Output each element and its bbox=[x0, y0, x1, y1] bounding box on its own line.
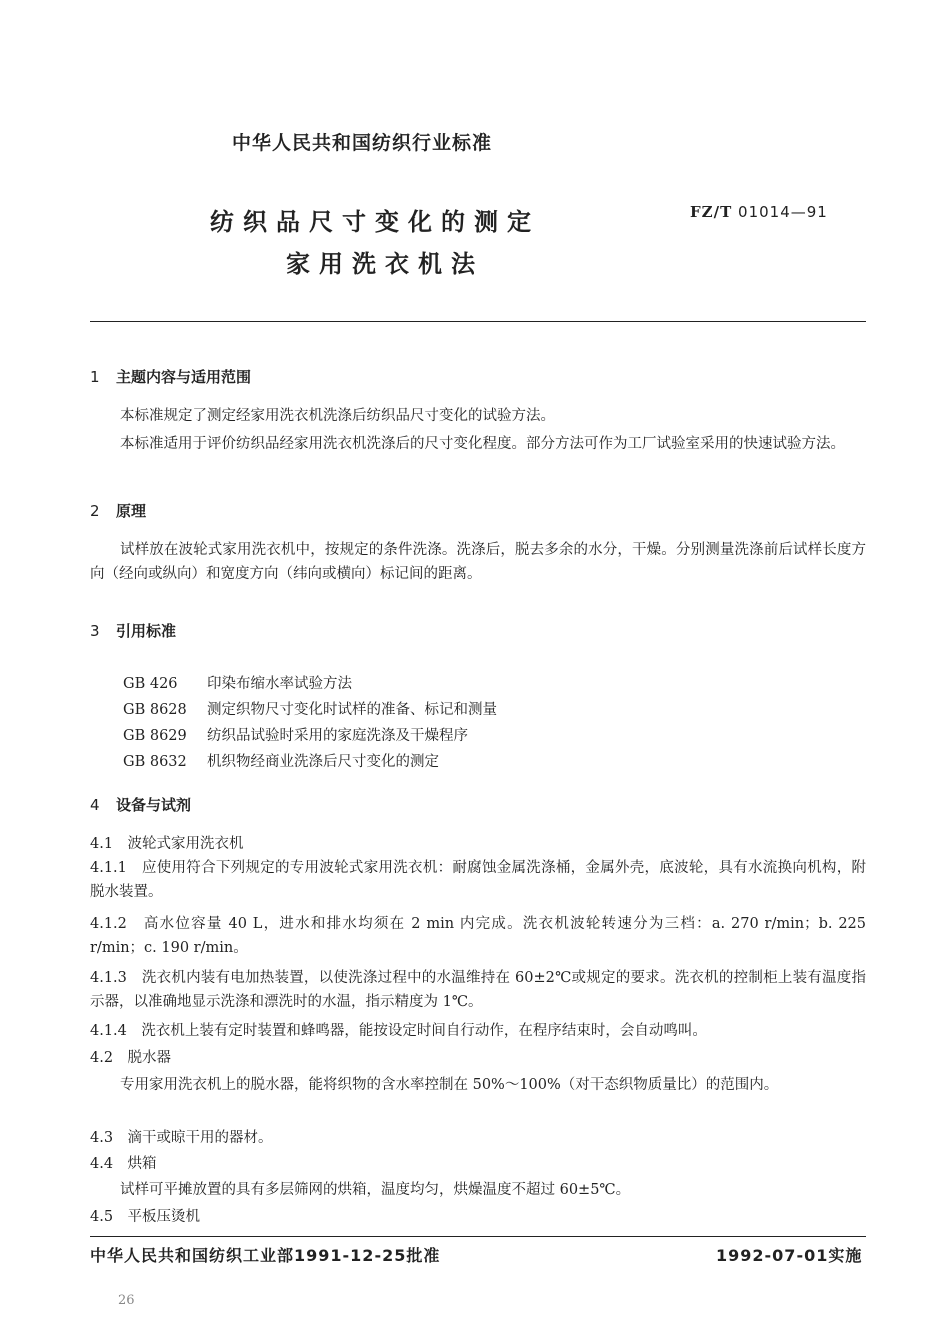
page-number: 26 bbox=[118, 1293, 135, 1308]
publisher-heading: 中华人民共和国纺织行业标准 bbox=[232, 132, 493, 154]
document-title-line2: 家用洗衣机法 bbox=[286, 250, 484, 278]
clause-4-4-paragraph: 试样可平摊放置的具有多层筛网的烘箱，温度均匀，烘燥温度不超过 60±5℃。 bbox=[120, 1182, 631, 1198]
header-divider bbox=[90, 321, 866, 322]
section-2-title: 原理 bbox=[116, 502, 147, 520]
reference-item bbox=[123, 750, 439, 771]
section-2-heading bbox=[90, 500, 146, 521]
reference-title: 机织物经商业洗涤后尺寸变化的测定 bbox=[207, 754, 439, 770]
section-1-number: 1 bbox=[90, 368, 100, 386]
clause-4-3: 4.3 滴干或晾干用的器材。 bbox=[90, 1130, 273, 1146]
clause-4-5: 4.5 平板压烫机 bbox=[90, 1209, 201, 1225]
section-3-number: 3 bbox=[90, 622, 100, 640]
standard-code-number: 01014—91 bbox=[738, 203, 828, 221]
section-3-heading bbox=[90, 620, 176, 641]
reference-code: GB 8632 bbox=[123, 754, 187, 770]
section-1-heading bbox=[90, 366, 251, 387]
reference-item bbox=[123, 672, 352, 693]
section-4-heading bbox=[90, 794, 191, 815]
clause-4-1-2: 4.1.2 高水位容量 40 L，进水和排水均须在 2 min 内完成。洗衣机波轮转速分为三档：a. 270 r/min；b. 225 r/min；c. 190 r/min。 bbox=[90, 916, 866, 956]
section-2-number: 2 bbox=[90, 502, 100, 520]
clause-4-1: 4.1 波轮式家用洗衣机 bbox=[90, 836, 244, 852]
section-1-paragraph-2: 本标准适用于评价纺织品经家用洗衣机洗涤后的尺寸变化程度。部分方法可作为工厂试验室采用的快速试验方法。 bbox=[120, 436, 845, 452]
standard-code bbox=[690, 203, 828, 221]
clause-4-2-paragraph: 专用家用洗衣机上的脱水器，能将织物的含水率控制在 50%～100%（对干态织物质量比）的范围内。 bbox=[120, 1077, 779, 1093]
reference-title: 纺织品试验时采用的家庭洗涤及干燥程序 bbox=[207, 728, 468, 744]
section-1-paragraph-1: 本标准规定了测定经家用洗衣机洗涤后纺织品尺寸变化的试验方法。 bbox=[120, 408, 555, 424]
clause-4-1-4: 4.1.4 洗衣机上装有定时装置和蜂鸣器，能按设定时间自行动作，在程序结束时，会自动鸣叫。 bbox=[90, 1023, 707, 1039]
section-4-title: 设备与试剂 bbox=[116, 796, 192, 814]
clause-4-4: 4.4 烘箱 bbox=[90, 1156, 157, 1172]
footer-divider bbox=[90, 1236, 866, 1237]
clause-4-2: 4.2 脱水器 bbox=[90, 1050, 172, 1066]
clause-4-1-1: 4.1.1 应使用符合下列规定的专用波轮式家用洗衣机：耐腐蚀金属洗涤桶，金属外壳，底波轮，具有水流换向机构，附脱水装置。 bbox=[90, 860, 866, 900]
effective-date: 1992-07-01实施 bbox=[716, 1246, 863, 1265]
section-1-title: 主题内容与适用范围 bbox=[116, 368, 252, 386]
clause-4-1-3: 4.1.3 洗衣机内装有电加热装置，以使洗涤过程中的水温维持在 60±2℃或规定的要求。洗衣机的控制柜上装有温度指示器，以准确地显示洗涤和漂洗时的水温，指示精度为 1℃。 bbox=[90, 970, 866, 1010]
reference-item bbox=[123, 724, 468, 745]
reference-code: GB 8628 bbox=[123, 702, 187, 718]
reference-code: GB 426 bbox=[123, 676, 178, 692]
approval-note: 中华人民共和国纺织工业部1991-12-25批准 bbox=[90, 1246, 441, 1265]
reference-title: 印染布缩水率试验方法 bbox=[207, 676, 352, 692]
reference-code: GB 8629 bbox=[123, 728, 187, 744]
section-2-paragraph: 试样放在波轮式家用洗衣机中，按规定的条件洗涤。洗涤后，脱去多余的水分，干燥。分别测量洗涤前后试样长度方向（经向或纵向）和宽度方向（纬向或横向）标记间的距离。 bbox=[90, 542, 866, 582]
section-4-number: 4 bbox=[90, 796, 100, 814]
document-title-line1: 纺织品尺寸变化的测定 bbox=[210, 208, 540, 236]
standard-code-prefix: FZ/T bbox=[690, 203, 733, 221]
reference-title: 测定织物尺寸变化时试样的准备、标记和测量 bbox=[207, 702, 497, 718]
section-3-title: 引用标准 bbox=[116, 622, 177, 640]
reference-item bbox=[123, 698, 497, 719]
